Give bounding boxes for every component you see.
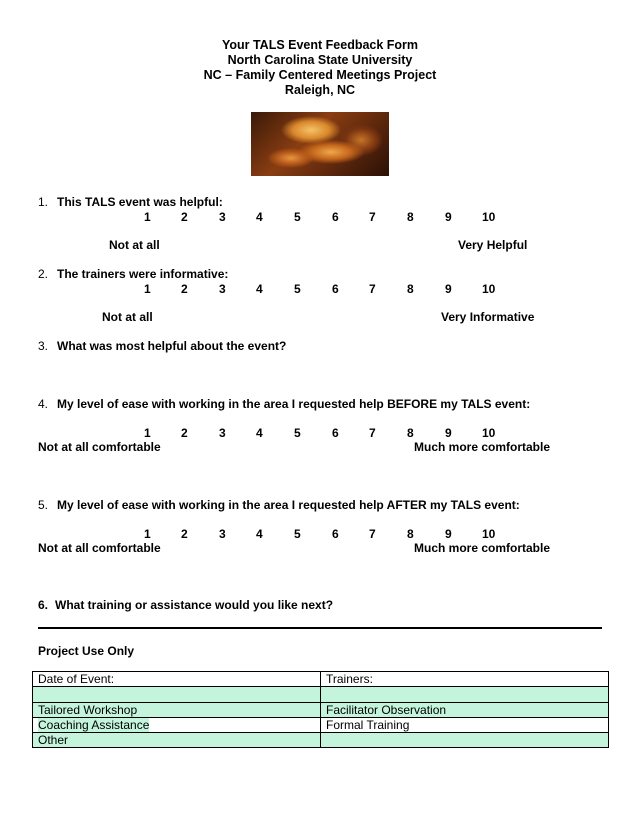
q5-rating-5[interactable]: 5	[294, 527, 301, 541]
q2-high-label: Very Informative	[441, 310, 535, 324]
form-header	[0, 38, 640, 98]
q4-rating-1[interactable]: 1	[144, 426, 151, 440]
q2-rating-4[interactable]: 4	[256, 282, 263, 296]
q1-rating-1[interactable]: 1	[144, 210, 151, 224]
q4-rating-2[interactable]: 2	[181, 426, 188, 440]
q2-number: 2.	[38, 267, 49, 281]
q6-number: 6.	[38, 598, 49, 612]
q4-rating-8[interactable]: 8	[407, 426, 414, 440]
q5-rating-2[interactable]: 2	[181, 527, 188, 541]
q4-scale[interactable]	[138, 426, 498, 440]
q1-rating-10[interactable]: 10	[482, 210, 496, 224]
formal-training-option[interactable]: Formal Training	[321, 718, 609, 733]
q5-rating-3[interactable]: 3	[219, 527, 226, 541]
location: Raleigh, NC	[284, 83, 356, 97]
q5-high-label: Much more comfortable	[414, 541, 551, 555]
q1-rating-3[interactable]: 3	[219, 210, 226, 224]
other-option[interactable]: Other	[33, 733, 321, 748]
q2-rating-3[interactable]: 3	[219, 282, 226, 296]
q3-text: What was most helpful about the event?	[57, 339, 287, 353]
q4-rating-3[interactable]: 3	[219, 426, 226, 440]
q5-low-label: Not at all comfortable	[38, 541, 161, 555]
q1-rating-9[interactable]: 9	[445, 210, 452, 224]
q4-rating-9[interactable]: 9	[445, 426, 452, 440]
q2-scale[interactable]	[138, 282, 498, 296]
facilitator-observation-option[interactable]: Facilitator Observation	[321, 703, 609, 718]
q4-high-label: Much more comfortable	[414, 440, 551, 454]
q4-rating-7[interactable]: 7	[369, 426, 376, 440]
q1-rating-2[interactable]: 2	[181, 210, 188, 224]
q5-rating-4[interactable]: 4	[256, 527, 263, 541]
trainers-field[interactable]	[321, 687, 609, 703]
coaching-assistance-option[interactable]	[33, 718, 321, 733]
q5-rating-1[interactable]: 1	[144, 527, 151, 541]
q2-rating-1[interactable]: 1	[144, 282, 151, 296]
q2-rating-10[interactable]: 10	[482, 282, 496, 296]
trainers-label: Trainers:	[321, 672, 609, 687]
project-name: NC – Family Centered Meetings Project	[203, 68, 437, 82]
q4-rating-6[interactable]: 6	[332, 426, 339, 440]
project-use-title: Project Use Only	[38, 644, 135, 658]
q4-rating-5[interactable]: 5	[294, 426, 301, 440]
q1-rating-5[interactable]: 5	[294, 210, 301, 224]
q1-low-label: Not at all	[109, 238, 160, 252]
q3-number: 3.	[38, 339, 49, 353]
date-of-event-field[interactable]	[33, 687, 321, 703]
tailored-workshop-option[interactable]: Tailored Workshop	[33, 703, 321, 718]
q4-number: 4.	[38, 397, 49, 411]
q2-rating-9[interactable]: 9	[445, 282, 452, 296]
q2-rating-7[interactable]: 7	[369, 282, 376, 296]
q4-rating-10[interactable]: 10	[482, 426, 496, 440]
date-of-event-label: Date of Event:	[33, 672, 321, 687]
q5-number: 5.	[38, 498, 49, 512]
q1-rating-6[interactable]: 6	[332, 210, 339, 224]
q5-rating-6[interactable]: 6	[332, 527, 339, 541]
q2-text: The trainers were informative:	[57, 267, 229, 281]
q1-rating-7[interactable]: 7	[369, 210, 376, 224]
q1-rating-4[interactable]: 4	[256, 210, 263, 224]
project-use-table	[32, 671, 609, 748]
q6-text: What training or assistance would you like next?	[55, 598, 334, 612]
q4-low-label: Not at all comfortable	[38, 440, 161, 454]
q1-rating-8[interactable]: 8	[407, 210, 414, 224]
q5-scale[interactable]	[138, 527, 498, 541]
q1-number: 1.	[38, 195, 49, 209]
q5-text: My level of ease with working in the area I requested help AFTER my TALS event:	[57, 498, 520, 512]
form-title: Your TALS Event Feedback Form	[221, 38, 419, 52]
other-blank-field[interactable]	[321, 733, 609, 748]
q2-low-label: Not at all	[102, 310, 153, 324]
university-name: North Carolina State University	[227, 53, 413, 67]
q2-rating-6[interactable]: 6	[332, 282, 339, 296]
q2-rating-5[interactable]: 5	[294, 282, 301, 296]
q1-high-label: Very Helpful	[458, 238, 528, 252]
divider-rule	[38, 627, 602, 629]
q5-rating-9[interactable]: 9	[445, 527, 452, 541]
q4-rating-4[interactable]: 4	[256, 426, 263, 440]
q1-text: This TALS event was helpful:	[57, 195, 223, 209]
q2-rating-2[interactable]: 2	[181, 282, 188, 296]
hands-photo	[251, 112, 389, 176]
q5-rating-10[interactable]: 10	[482, 527, 496, 541]
q2-rating-8[interactable]: 8	[407, 282, 414, 296]
q4-text: My level of ease with working in the area I requested help BEFORE my TALS event:	[57, 397, 531, 411]
coaching-assistance-label: Coaching Assistance	[38, 718, 150, 732]
q5-rating-8[interactable]: 8	[407, 527, 414, 541]
q5-rating-7[interactable]: 7	[369, 527, 376, 541]
q1-scale[interactable]	[138, 210, 498, 224]
